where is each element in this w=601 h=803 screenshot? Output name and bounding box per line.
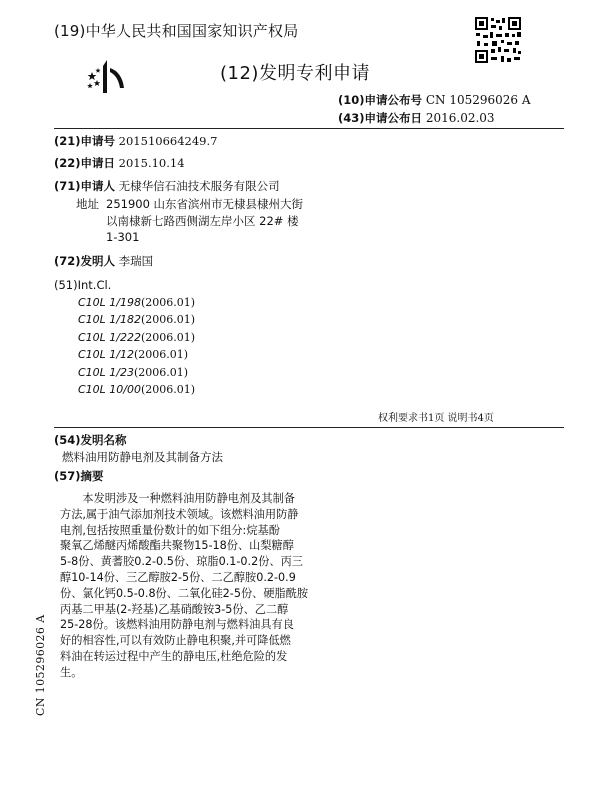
abstract-line: 料油在转运过程中产生的静电压,杜绝危险的发 [60,649,288,663]
applicant-label: (71)申请人 [54,179,116,193]
ipc-class [78,313,195,326]
publication-number [338,92,531,108]
address-label: 地址 [76,197,99,211]
abstract-line: 份、氯化钙0.5-0.8份、二氧化硅2-5份、硬脂酰胺 [60,586,309,600]
publication-date [338,110,495,126]
abstract-line: 丙基二甲基(2-羟基)乙基硝酸铵3-5份、乙二醇 [60,602,289,616]
ipc-code: C10L 1/222 [78,331,142,344]
applicant [54,178,280,194]
ipc-class [78,348,188,361]
ipc-code: C10L 1/182 [78,313,142,326]
address-line-1: 251900 山东省滨州市无棣县棣州大街 [106,197,304,211]
filing-date [54,155,185,171]
ipc-class [78,296,195,309]
ipc-code: C10L 10/00 [78,383,142,396]
application-number-label: (21)申请号 [54,134,116,148]
ipc-label: (51)Int.Cl. [54,278,112,292]
title-label: (54)发明名称 [54,433,127,447]
abstract-line: 方法,属于油气添加剂技术领域。该燃料油用防静 [60,507,299,521]
publication-number-value: CN 105296026 A [425,93,531,107]
section-divider [54,427,564,428]
ipc-class [78,366,188,379]
ipc-code: C10L 1/12 [78,348,135,361]
abstract-line: 醇10-14份、三乙醇胺2-5份、二乙醇胺0.2-0.9 [60,570,296,584]
abstract-line: 25-28份。该燃料油用防静电剂与燃料油具有良 [60,618,294,632]
cnipa-emblem-icon [86,58,130,96]
filing-date-label: (22)申请日 [54,156,116,170]
application-number-value: 201510664249.7 [118,134,218,148]
inventor-label: (72)发明人 [54,254,116,268]
abstract-label: (57)摘要 [54,469,104,483]
side-publication-id: CN 105296026 A [34,614,47,716]
ipc-version: (2006.01) [141,383,196,396]
ipc-version: (2006.01) [141,313,196,326]
abstract-line: 生。 [60,665,83,679]
abstract-text [60,491,310,681]
ipc-version: (2006.01) [141,331,196,344]
document-type: (12)发明专利申请 [220,63,370,84]
applicant-value: 无棣华信石油技术服务有限公司 [118,179,280,193]
invention-title: 燃料油用防静电剂及其制备方法 [62,450,223,464]
filing-date-value: 2015.10.14 [118,156,185,170]
inventor [54,253,153,269]
page-count-note: 权利要求书1页 说明书4页 [378,413,494,424]
abstract-line: 本发明涉及一种燃料油用防静电剂及其制备 [82,492,295,505]
ipc-version: (2006.01) [141,296,196,309]
address-line-3: 1-301 [106,230,140,244]
publication-number-label: (10)申请公布号 [338,93,423,107]
abstract-line: 好的相容性,可以有效防止静电积聚,并可降低燃 [60,634,291,648]
address-line-2: 以南棣新七路西侧湖左岸小区 22# 楼 [106,214,299,228]
application-number [54,133,217,149]
ipc-class [78,383,195,396]
abstract-line: 5-8份、黄蓍胶0.2-0.5份、琼脂0.1-0.2份、丙三 [60,555,303,569]
abstract-line: 聚氧乙烯醚丙烯酸酯共聚物15-18份、山梨糖醇 [60,539,294,553]
qr-code-icon [474,16,522,64]
publication-date-value: 2016.02.03 [425,111,495,125]
ipc-version: (2006.01) [134,366,189,379]
issuing-office: (19)中华人民共和国国家知识产权局 [54,22,299,40]
header-divider [54,128,564,129]
inventor-value: 李瑞国 [118,254,154,268]
ipc-code: C10L 1/198 [78,296,142,309]
ipc-version: (2006.01) [134,348,189,361]
ipc-code: C10L 1/23 [78,366,135,379]
publication-date-label: (43)申请公布日 [338,111,423,125]
abstract-line: 电剂,包括按照重量份数计的如下组分:烷基酚 [60,523,280,537]
ipc-class [78,331,195,344]
